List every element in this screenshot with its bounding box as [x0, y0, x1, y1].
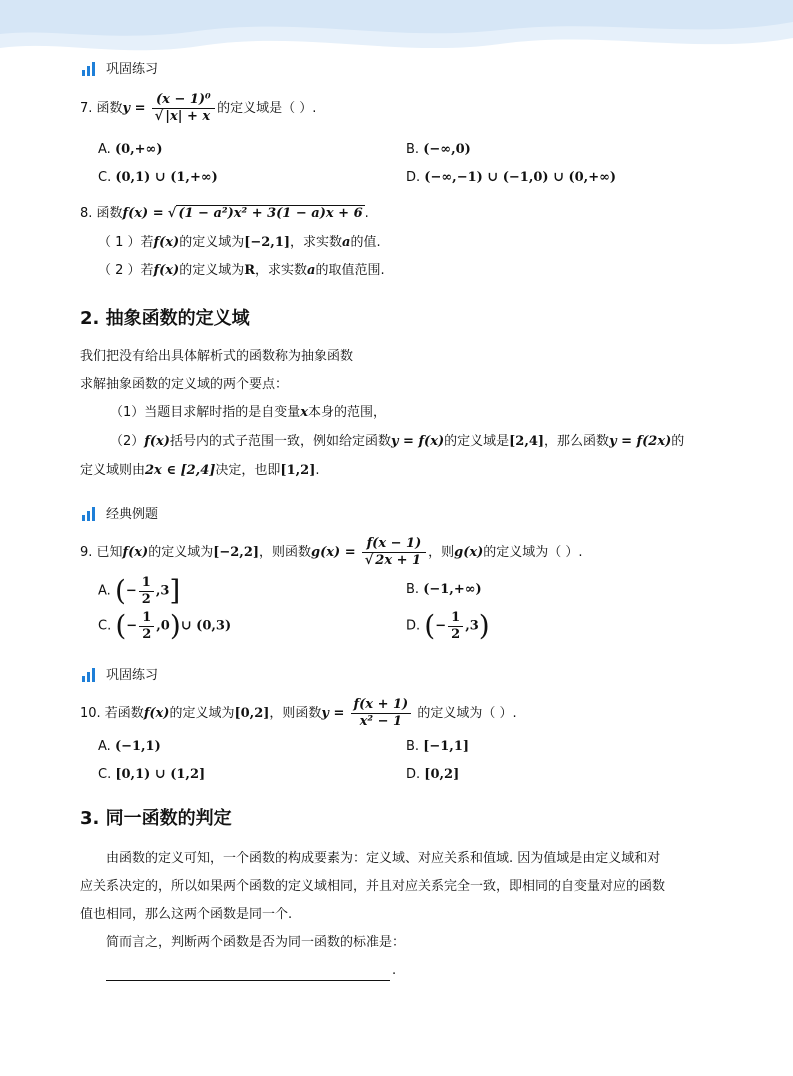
question-8-part-2: （ 2 ）若f(x)的定义域为R，求实数a的取值范围.	[98, 263, 385, 278]
q9-option-d[interactable]: D. (− $\frac{1}{2}$ ,3)	[406, 609, 490, 642]
answer-blank[interactable]	[106, 964, 390, 981]
question-7-suffix: 的定义域是（ ）.	[217, 101, 317, 116]
section-2-line-2: 求解抽象函数的定义域的两个要点：	[80, 377, 289, 392]
question-10-stem: 10. 若函数f(x)的定义域为[0,2]，则函数y = $\frac{f(x + 1)}{\text{x² − 1}}$ 的定义域为（ ）.	[80, 697, 517, 729]
section-2-point-2-cont: 定义域则由2x ∈ [2,4]决定，也即[1,2].	[80, 463, 320, 478]
q7-fraction	[152, 92, 215, 125]
q9-fraction: $\frac{f(x - 1)}{√ 2x + 1}$	[362, 536, 426, 569]
q7-radicand: |x| + x	[165, 109, 211, 124]
q9-option-c[interactable]: C. (− $\frac{1}{2}$ ,0)∪ (0,3)	[98, 609, 232, 642]
section-3-para-line-1: 由函数的定义可知，一个函数的构成要素为：定义域、对应关系和值域. 因为值域是由定义域和对	[106, 851, 661, 866]
question-7-prefix: 7. 函数	[80, 101, 123, 116]
question-8-stem: 8. 函数f(x) = √ (1 − a²)x² + 3(1 − a)x + 6 .	[80, 206, 369, 221]
question-9-stem: 9. 已知f(x)的定义域为[−2,2]，则函数g(x) = $\frac{f(x - 1)}{√ 2x + 1}$ ，则g(x)的定义域为（ ）.	[80, 536, 583, 568]
section-3-title: 3. 同一函数的判定	[80, 808, 232, 829]
section-3-para-line-3: 值也相同，那么这两个函数是同一个.	[80, 907, 293, 922]
section-tag-practice: 巩固练习	[106, 668, 159, 683]
answer-blank-period: .	[392, 963, 397, 978]
q9-option-a[interactable]: A. (− $\frac{1}{2}$ ,3]	[98, 574, 181, 607]
q7-y: y =	[122, 101, 146, 116]
q10-option-d[interactable]: D. [0,2]	[406, 767, 460, 782]
q8-sqrt: √ (1 − a²)x² + 3(1 − a)x + 6	[167, 206, 363, 221]
q9-option-b[interactable]: B. (−1,+∞)	[406, 582, 482, 597]
section-2-title: 2. 抽象函数的定义域	[80, 308, 250, 329]
q7-option-a[interactable]: A. (0,+∞)	[98, 142, 163, 157]
q7-numerator: (x − 1)⁰	[156, 92, 211, 107]
q7-denominator: √ |x| + x	[152, 108, 215, 125]
question-8-part-1: （ 1 ）若f(x)的定义域为[−2,1]，求实数a的值.	[98, 235, 381, 250]
section-tag-example: 经典例题	[106, 507, 159, 522]
q7-option-b[interactable]: B. (−∞,0)	[406, 142, 471, 157]
section-2-point-1: （1）当题目求解时指的是自变量x本身的范围，	[110, 405, 387, 420]
bar-chart-icon	[82, 507, 98, 521]
q7-option-d[interactable]: D. (−∞,−1) ∪ (−1,0) ∪ (0,+∞)	[406, 170, 617, 185]
q10-option-b[interactable]: B. [−1,1]	[406, 739, 470, 754]
section-2-point-2: （2）f(x)括号内的式子范围一致，例如给定函数y = f(x)的定义域是[2,4]，那么函数y = f(2x)的	[110, 434, 685, 449]
q10-fraction: $\frac{f(x + 1)}{\text{x² − 1}}$	[351, 697, 412, 730]
q10-option-c[interactable]: C. [0,1) ∪ (1,2]	[98, 767, 206, 782]
bar-chart-icon	[82, 668, 98, 682]
section-3-para-line-2: 应关系决定的，所以如果两个函数的定义域相同，并且对应关系完全一致，即相同的自变量对应的函数	[80, 879, 666, 894]
question-7-stem	[80, 92, 316, 126]
section-2-line-1: 我们把没有给出具体解析式的函数称为抽象函数	[80, 349, 354, 364]
q7-option-c[interactable]: C. (0,1) ∪ (1,+∞)	[98, 170, 218, 185]
section-3-para-2: 简而言之，判断两个函数是否为同一函数的标准是：	[106, 935, 406, 950]
header-wave-decoration	[0, 0, 793, 70]
section-tag-practice: 巩固练习	[106, 62, 159, 77]
bar-chart-icon	[82, 62, 98, 76]
q10-option-a[interactable]: A. (−1,1)	[98, 739, 161, 754]
